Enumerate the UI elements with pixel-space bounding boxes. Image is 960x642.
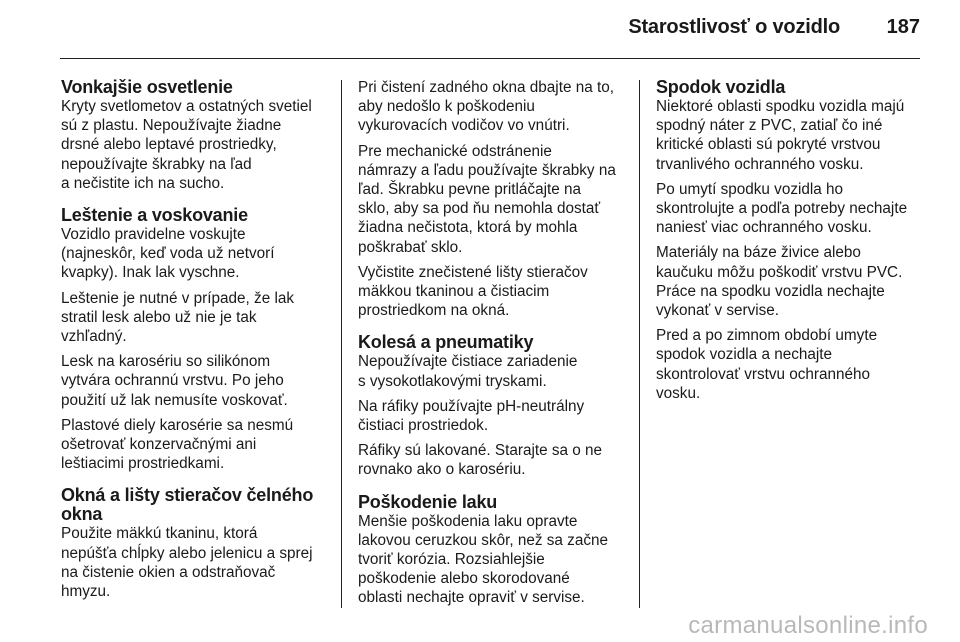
text-line: Vyčistite znečistené lišty stieračov [358,263,588,281]
text-line: vykonať v servise. [656,302,780,320]
paragraph [656,243,926,320]
text-line: vykurovacích vodičov vo vnútri. [358,117,570,135]
paragraph [358,397,628,435]
paragraph [61,289,331,347]
text-line: žiadna nečistota, ktorá by mohla [358,219,578,237]
paragraph [358,142,628,257]
text-line: (najneskôr, keď voda už netvorí [61,245,275,263]
text-line: Menšie poškodenia laku opravte [358,512,578,530]
text-line: Kryty svetlometov a ostatných svetiel [61,98,312,115]
text-line: ošetrovať konzervačnými ani [61,436,257,454]
paragraph [358,512,628,608]
text-line: na čistenie okien a odstraňovač [61,563,276,581]
text-line: stratil lesk alebo už nie je tak [61,308,257,326]
text-line: kvapky). Inak lak vyschne. [61,264,240,282]
column-3 [656,78,926,409]
heading-wheels-tyres: Kolesá a pneumatiky [358,332,534,353]
watermark-text: carmanualsonline.info [688,612,928,639]
paragraph [61,225,331,283]
text-line: skontrolujte a podľa potreby nechajte [656,200,908,218]
text-line: Pred a po zimnom období umyte [656,327,878,345]
text-line: trvanlivého ochranného vosku. [656,155,864,173]
heading-polishing-waxing: Leštenie a voskovanie [61,205,248,226]
text-line: spodný náter z PVC, zatiaľ čo iné [656,117,883,135]
text-line: Nepoužívajte čistiace zariadenie [358,353,578,371]
page-header [0,0,960,46]
paragraph [656,180,926,238]
text-line: mäkkou tkaninou a čistiacim [358,283,550,301]
text-line: Materiály na báze živice alebo [656,244,861,262]
heading-line: okna [61,504,103,525]
text-line: skontrolovať vrstvu ochranného [656,365,871,383]
paragraph [358,263,628,321]
paragraph [358,352,628,390]
text-line: nepoužívajte škrabky na ľad [61,155,252,173]
text-line: naniesť viac ochranného vosku. [656,219,872,237]
text-line: leštiacimi prostriedkami. [61,455,225,473]
paragraph [358,441,628,479]
chapter-title: Starostlivosť o vozidlo [628,16,840,38]
text-line: vzhľadný. [61,328,127,346]
text-line: nepúšťa chĺpky alebo jelenicu a sprej [61,544,313,562]
text-line: aby nedošlo k poškodeniu [358,98,535,116]
text-line: vytvára ochrannú vrstvu. Po jeho [61,372,284,390]
column-1 [61,78,331,607]
column-divider-2 [639,80,640,608]
text-line: Použite mäkkú tkaninu, ktorá [61,525,258,543]
text-line: oblasti nechajte opraviť v servise. [358,589,585,607]
text-line: Vozidlo pravidelne voskujte [61,226,246,244]
text-line: Pre mechanické odstránenie [358,142,552,160]
text-line: Leštenie je nutné v prípade, že lak [61,289,295,307]
column-divider-1 [341,80,342,608]
text-line: Plastové diely karosérie sa nesmú [61,416,294,434]
text-line: spodok vozidla a nechajte [656,346,833,364]
text-line: Ráfiky sú lakované. Starajte sa o ne [358,442,603,460]
text-line: poškodenie alebo skorodované [358,570,570,588]
text-line: sklo, aby sa pod ňu nemohla dostať [358,200,601,218]
heading-exterior-lighting: Vonkajšie osvetlenie [61,77,233,97]
page-number: 187 [886,16,920,38]
paragraph [61,97,331,193]
heading-line: Okná a lišty stieračov čelného [61,485,314,506]
text-line: ľad. Škrabku pevne pritláčajte na [358,181,581,199]
text-line: lakovou ceruzkou skôr, než sa začne [358,531,608,549]
text-line: a nečistite ich na sucho. [61,174,225,192]
text-line: Lesk na karosériu so silikónom [61,353,271,371]
text-line: hmyzu. [61,583,111,601]
text-line: drsné alebo leptavé prostriedky, [61,136,277,154]
heading-underbody: Spodok vozidla [656,77,786,97]
paragraph [61,352,331,410]
column-2 [358,78,628,614]
text-line: čistiaci prostriedok. [358,417,489,435]
paragraph [61,524,331,601]
text-line: kritické oblasti sú pokryté vrstvou [656,136,881,154]
header-divider [60,58,920,59]
text-line: Po umytí spodku vozidla ho [656,180,844,198]
text-line: použití už lak nemusíte voskovať. [61,391,288,409]
text-line: námrazy a ľadu používajte škrabky na [358,161,616,179]
heading-windows-wipers [61,486,331,524]
text-line: Pri čistení zadného okna dbajte na to, [358,79,614,96]
text-line: vosku. [656,384,701,402]
text-line: kaučuku môžu poškodiť vrstvu PVC. [656,263,903,281]
heading-paint-damage: Poškodenie laku [358,491,498,512]
text-line: Niektoré oblasti spodku vozidla majú [656,98,905,115]
text-line: Na ráfiky používajte pH-neutrálny [358,397,585,415]
paragraph [61,416,331,474]
text-line: sú z plastu. Nepoužívajte žiadne [61,117,282,135]
text-line: tvoriť korózia. Rozsiahlejšie [358,551,545,569]
text-line: poškrabať sklo. [358,238,463,256]
text-line: Práce na spodku vozidla nechajte [656,282,885,300]
paragraph [656,326,926,403]
text-line: rovnako ako o karosériu. [358,461,526,479]
paragraph [656,97,926,174]
text-line: s vysokotlakovými tryskami. [358,372,547,390]
paragraph [358,78,628,136]
text-line: prostriedkom na okná. [358,302,510,320]
